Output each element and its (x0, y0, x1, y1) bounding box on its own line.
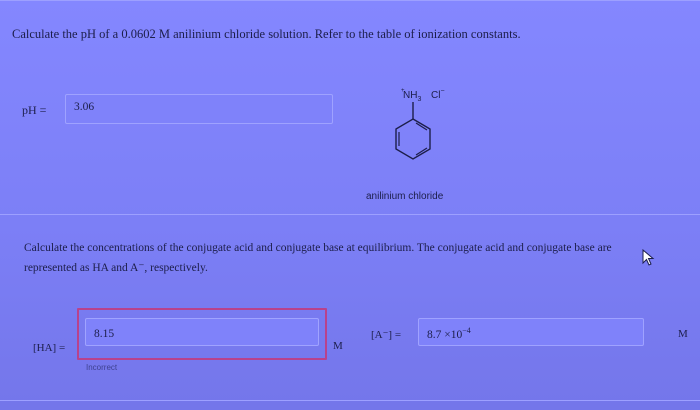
ammonium-label: $NH_3$ (403, 90, 422, 103)
question-text: Calculate the pH of a 0.0602 M anilinium chloride solution. Refer to the table of ionization constants. (12, 27, 521, 41)
top-divider (0, 0, 700, 1)
ph-label: pH = (22, 103, 47, 117)
benzene-ring (396, 119, 430, 159)
ha-label: [HA] = (33, 342, 66, 354)
molecule-caption: anilinium chloride (366, 191, 444, 202)
ha-feedback: Incorrect (86, 363, 118, 372)
a-times-ten: ×10 (444, 329, 463, 341)
concentration-prompt: Calculate the concentrations of the conjugate acid and conjugate base at equilibrium. The conjugate acid and conjugate base are represented as HA and A⁻, respectively. (24, 242, 612, 274)
chloride-label: Cl− (431, 88, 445, 101)
a-input[interactable] (418, 318, 644, 346)
ph-value: 3.06 (74, 101, 95, 113)
anilinium-structure (368, 78, 468, 178)
bottom-divider (0, 400, 700, 401)
a-exponent: −4 (462, 326, 471, 335)
plus-charge: + (401, 88, 405, 94)
mouse-pointer-icon (641, 249, 655, 267)
ph-input[interactable] (65, 94, 333, 124)
section-divider (0, 214, 700, 215)
ha-input[interactable] (85, 318, 319, 346)
ha-unit: M (333, 340, 343, 352)
ha-value: 8.15 (94, 328, 115, 340)
a-unit: M (678, 328, 688, 340)
a-mantissa: 8.7 (427, 329, 442, 341)
a-label: [A⁻] = (371, 329, 402, 341)
